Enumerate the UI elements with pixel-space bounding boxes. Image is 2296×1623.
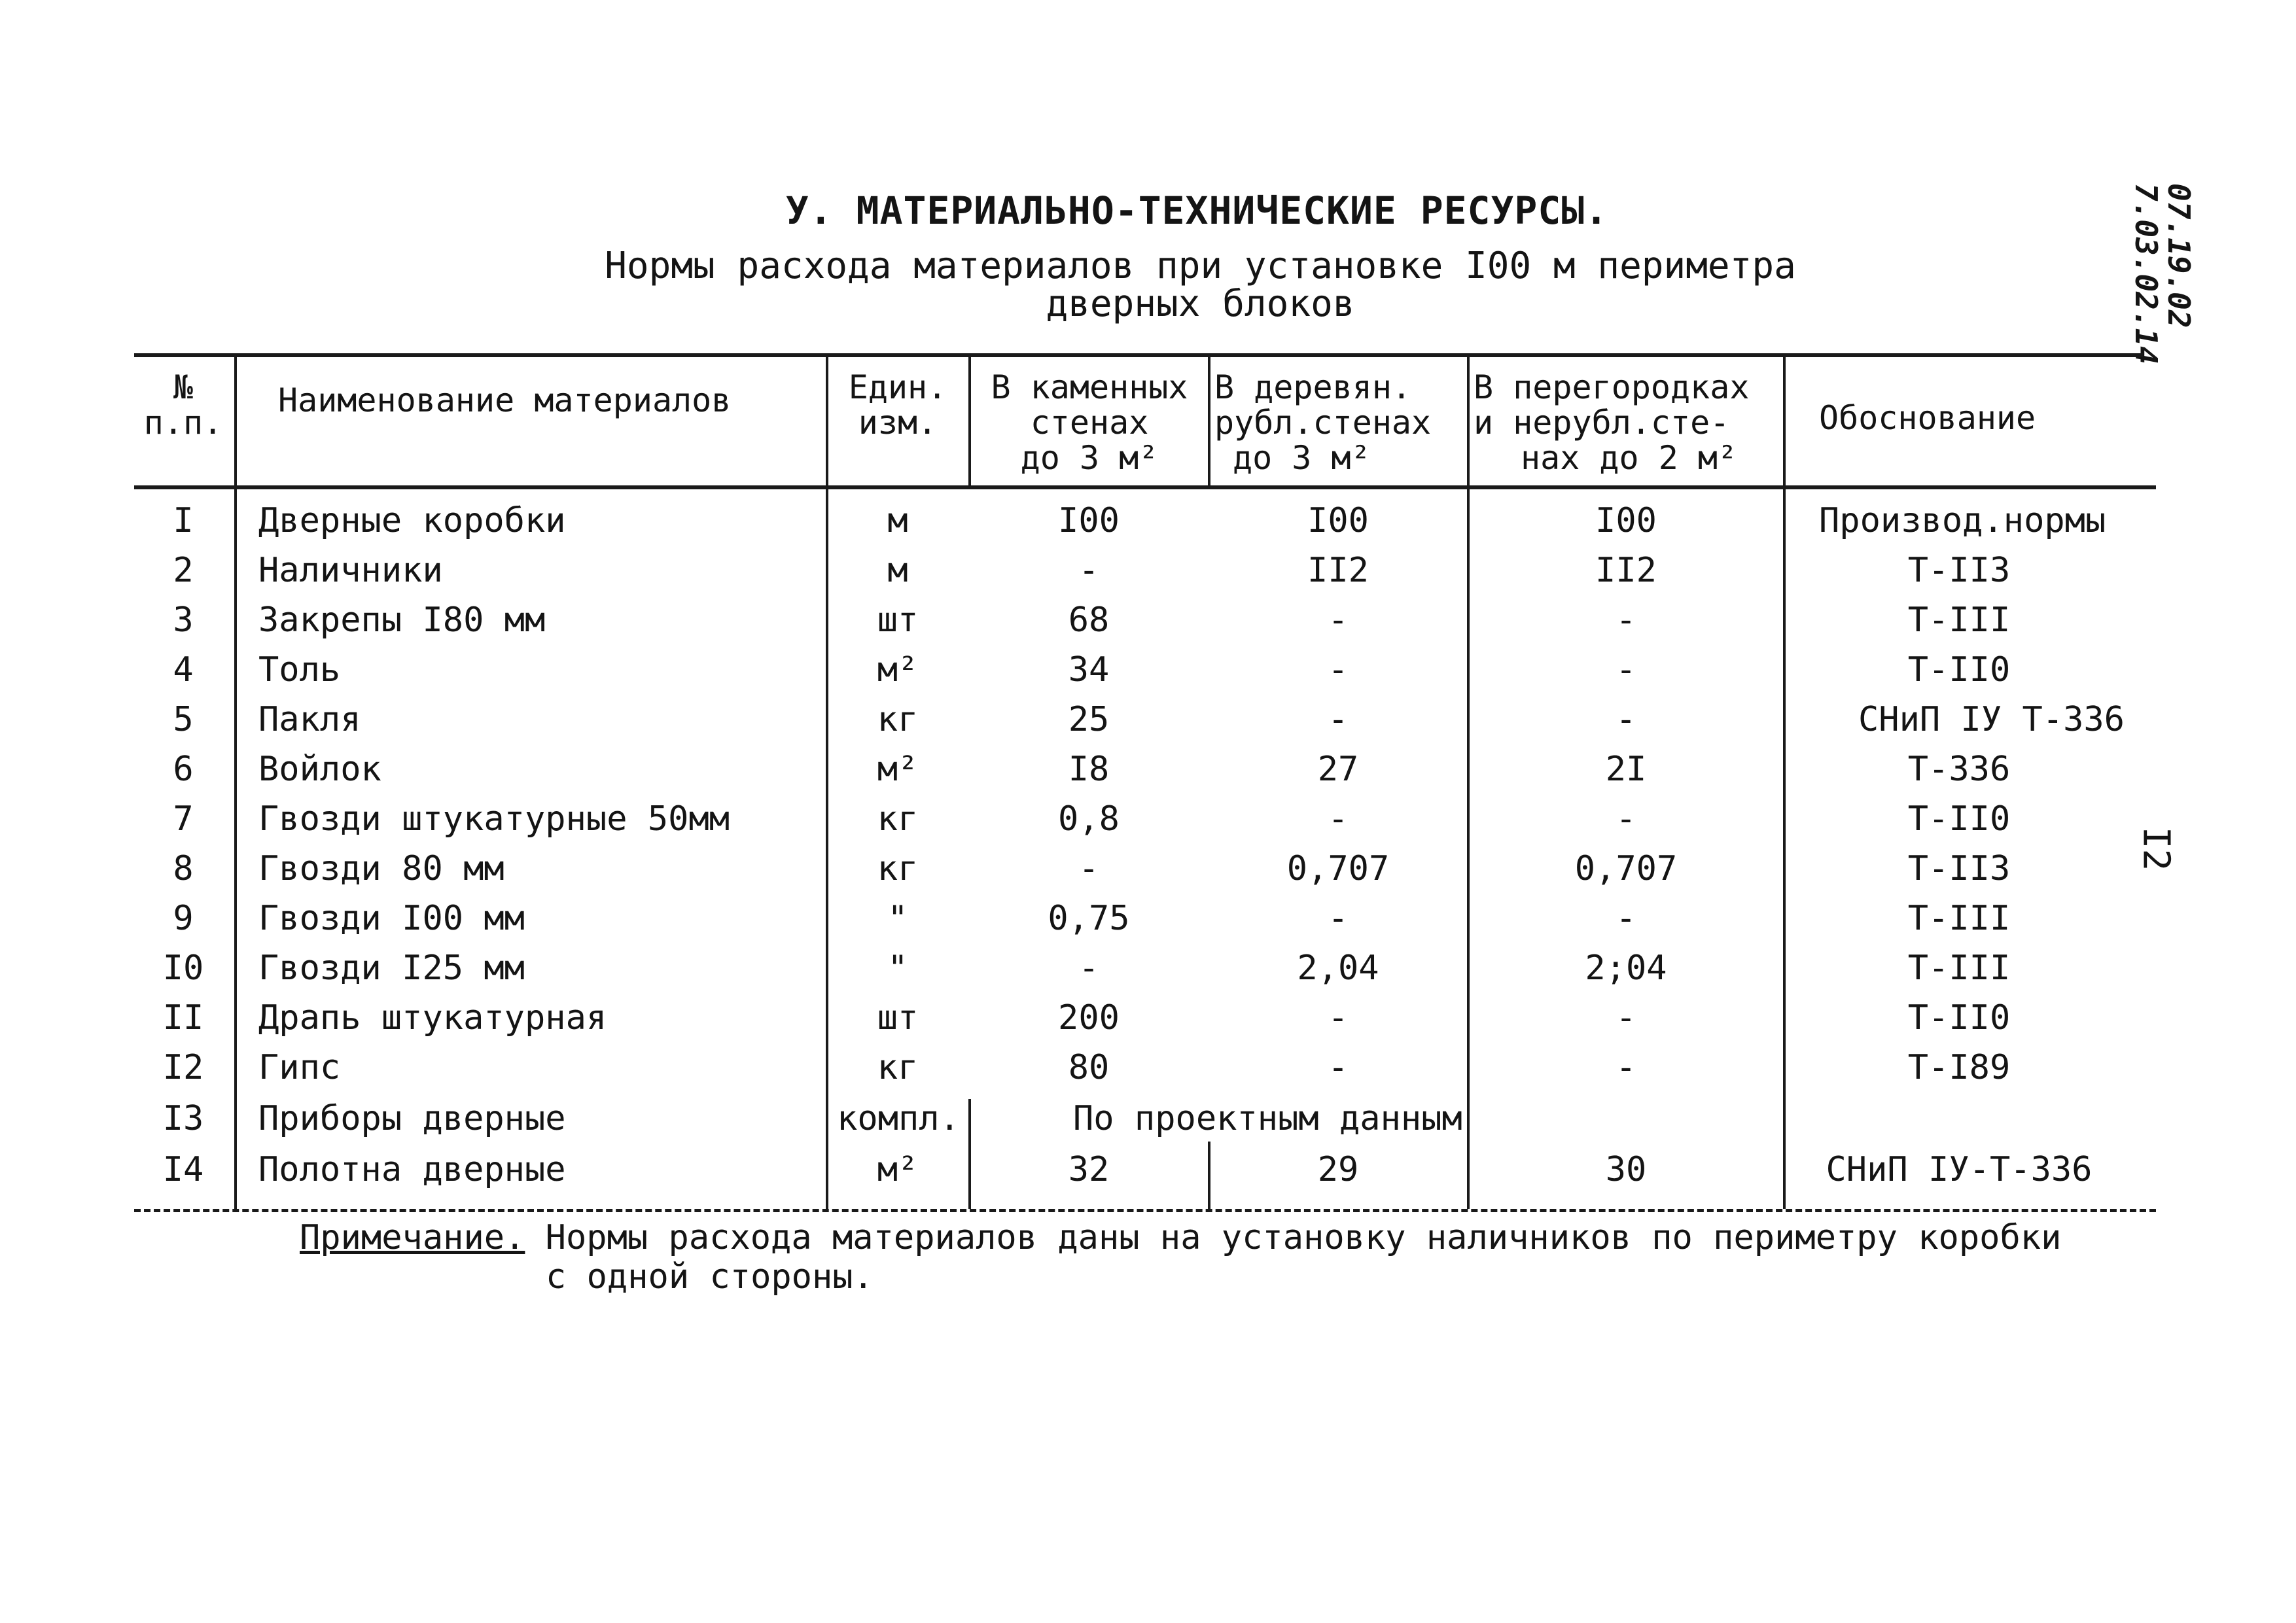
row-number: 8 — [173, 849, 194, 888]
header-num — [134, 370, 232, 440]
table-header-rule — [134, 485, 2156, 489]
footnote-label: Примечание. — [300, 1218, 525, 1257]
document-code-line-1: 07.19.02 — [2161, 183, 2197, 328]
row-number: 7 — [173, 799, 194, 839]
row-number: 3 — [173, 601, 194, 640]
unit: м² — [877, 650, 919, 689]
basis: Т-II0 — [1907, 650, 2011, 689]
col-divider-1 — [234, 353, 237, 1209]
wood-walls-value: - — [1328, 650, 1349, 689]
material-name: Приборы дверные — [258, 1099, 566, 1138]
footnote — [300, 1218, 2132, 1297]
partition-value: I00 — [1595, 501, 1657, 540]
subtitle-line-1: Нормы расхода материалов при установке I00 м периметра — [605, 245, 1796, 287]
material-name: Закрепы I80 мм — [258, 601, 546, 640]
material-name: Наличники — [258, 551, 443, 590]
unit: кг — [877, 799, 919, 839]
material-name: Гвозди I25 мм — [258, 949, 525, 988]
stone-walls-value: 34 — [1068, 650, 1110, 689]
wood-walls-value: - — [1328, 799, 1349, 839]
row-number: II — [162, 998, 204, 1038]
partition-value: - — [1616, 700, 1636, 739]
material-name: Пакля — [258, 700, 361, 739]
stone-walls-value: 68 — [1068, 601, 1110, 640]
partition-value: - — [1616, 998, 1636, 1038]
partition-value: - — [1616, 650, 1636, 689]
row-number: 6 — [173, 750, 194, 789]
stone-walls-value: I00 — [1058, 501, 1120, 540]
wood-walls-value: - — [1328, 899, 1349, 938]
header-num-line-2: п.п. — [143, 404, 223, 442]
stone-walls-value: - — [1078, 849, 1099, 888]
stone-walls-value: 32 — [1068, 1150, 1110, 1189]
footnote-text: Нормы расхода материалов даны на установку наличников по периметру коробки — [525, 1218, 2062, 1257]
material-name: Войлок — [258, 750, 381, 789]
wood-walls-value: 29 — [1317, 1150, 1359, 1189]
header-stone-line-2: стенах — [1030, 404, 1149, 442]
basis: Т-III — [1907, 949, 2011, 988]
row-number: I4 — [162, 1150, 204, 1189]
header-part-line-3: нах до 2 м² — [1521, 439, 1738, 477]
table-subtitle — [0, 247, 2296, 323]
row-number: I3 — [162, 1099, 204, 1138]
material-name: Драпь штукатурная — [258, 998, 607, 1038]
basis: СНиП IУ-Т-336 — [1826, 1150, 2093, 1189]
wood-walls-value: - — [1328, 1048, 1349, 1087]
header-part-line-1: В перегородках — [1474, 368, 1750, 406]
col-divider-4-header — [1208, 353, 1210, 487]
unit: " — [887, 949, 908, 988]
unit: м² — [877, 1150, 919, 1189]
header-wood-line-2: рубл.стенах — [1214, 404, 1432, 442]
row-number: 4 — [173, 650, 194, 689]
basis: Т-II0 — [1907, 799, 2011, 839]
partition-value: 0,707 — [1574, 849, 1678, 888]
basis: Производ.нормы — [1819, 501, 2106, 540]
wood-walls-value: - — [1328, 601, 1349, 640]
header-partitions — [1474, 370, 1781, 476]
basis: Т-II3 — [1907, 551, 2011, 590]
stone-walls-value: 80 — [1068, 1048, 1110, 1087]
basis: СНиП IУ Т-336 — [1858, 700, 2125, 739]
unit: шт — [877, 601, 919, 640]
material-name: Гвозди 80 мм — [258, 849, 504, 888]
material-name: Гвозди I00 мм — [258, 899, 525, 938]
material-name: Гвозди штукатурные 50мм — [258, 799, 730, 839]
table-top-rule — [134, 353, 2143, 357]
wood-walls-value: - — [1328, 700, 1349, 739]
header-stone-walls — [971, 370, 1208, 476]
footnote-line-2: с одной стороны. — [546, 1257, 874, 1297]
header-stone-line-1: В каменных — [991, 368, 1188, 406]
unit: м² — [877, 750, 919, 789]
header-unit-line-2: изм. — [858, 404, 938, 442]
unit: " — [887, 899, 908, 938]
basis: Т-I89 — [1907, 1048, 2011, 1087]
header-name: Наименование материалов — [278, 381, 732, 419]
page-number-text: I2 — [2134, 826, 2178, 871]
header-stone-line-3: до 3 м² — [1020, 439, 1159, 477]
wood-walls-value: I00 — [1307, 501, 1369, 540]
row-number: 5 — [173, 700, 194, 739]
unit: шт — [877, 998, 919, 1038]
partition-value: - — [1616, 601, 1636, 640]
stone-walls-value: 0,75 — [1048, 899, 1130, 938]
material-name: Толь — [258, 650, 341, 689]
stone-walls-value: 25 — [1068, 700, 1110, 739]
partition-value: 30 — [1605, 1150, 1647, 1189]
subtitle-line-2: дверных блоков — [1046, 283, 1355, 325]
row-number: I — [173, 501, 194, 540]
wood-walls-value: - — [1328, 998, 1349, 1038]
stone-walls-value: - — [1078, 949, 1099, 988]
document-code — [2130, 183, 2195, 393]
wood-walls-value: II2 — [1307, 551, 1369, 590]
row-number: I2 — [162, 1048, 204, 1087]
stone-walls-value: I8 — [1068, 750, 1110, 789]
basis: Т-II0 — [1907, 998, 2011, 1038]
basis: Т-336 — [1907, 750, 2011, 789]
partition-value: - — [1616, 1048, 1636, 1087]
header-wood-walls — [1214, 370, 1467, 476]
header-wood-line-1: В деревян. — [1214, 368, 1412, 406]
basis: Т-III — [1907, 899, 2011, 938]
table-bottom-rule — [134, 1209, 2156, 1212]
section-title: У. МАТЕРИАЛЬНО-ТЕХНИЧЕСКИЕ РЕСУРСЫ. — [785, 188, 1609, 233]
basis: Т-III — [1907, 601, 2011, 640]
partition-value: - — [1616, 799, 1636, 839]
header-part-line-2: и нерубл.сте- — [1474, 404, 1730, 442]
unit: м — [887, 501, 908, 540]
wood-walls-value: 2,04 — [1297, 949, 1379, 988]
wood-walls-value: 0,707 — [1286, 849, 1390, 888]
partition-value: 2I — [1605, 750, 1647, 789]
header-wood-line-3: до 3 м² — [1233, 439, 1371, 477]
page-number — [2133, 828, 2179, 886]
unit: м — [887, 551, 908, 590]
stone-walls-value: - — [1078, 551, 1099, 590]
partition-value: - — [1616, 899, 1636, 938]
material-name: Полотна дверные — [258, 1150, 566, 1189]
row-number: I0 — [162, 949, 204, 988]
wood-walls-value: 27 — [1317, 750, 1359, 789]
unit: кг — [877, 700, 919, 739]
partition-value: 2;04 — [1585, 949, 1667, 988]
unit: компл. — [837, 1099, 960, 1138]
row-number: 2 — [173, 551, 194, 590]
material-name: Гипс — [258, 1048, 341, 1087]
unit: кг — [877, 1048, 919, 1087]
row-number: 9 — [173, 899, 194, 938]
material-name: Дверные коробки — [258, 501, 566, 540]
header-basis: Обоснование — [1819, 399, 2036, 437]
partition-value: II2 — [1595, 551, 1657, 590]
header-num-line-1: № — [173, 368, 194, 406]
header-unit-line-1: Един. — [848, 368, 947, 406]
document-code-line-2: 7.03.02.14 — [2128, 183, 2164, 364]
project-data-note: По проектным данным — [1073, 1099, 1462, 1138]
footnote-line-1 — [300, 1218, 2132, 1257]
header-unit — [828, 370, 967, 440]
stone-walls-value: 0,8 — [1058, 799, 1120, 839]
basis: Т-II3 — [1907, 849, 2011, 888]
unit: кг — [877, 849, 919, 888]
stone-walls-value: 200 — [1058, 998, 1120, 1038]
